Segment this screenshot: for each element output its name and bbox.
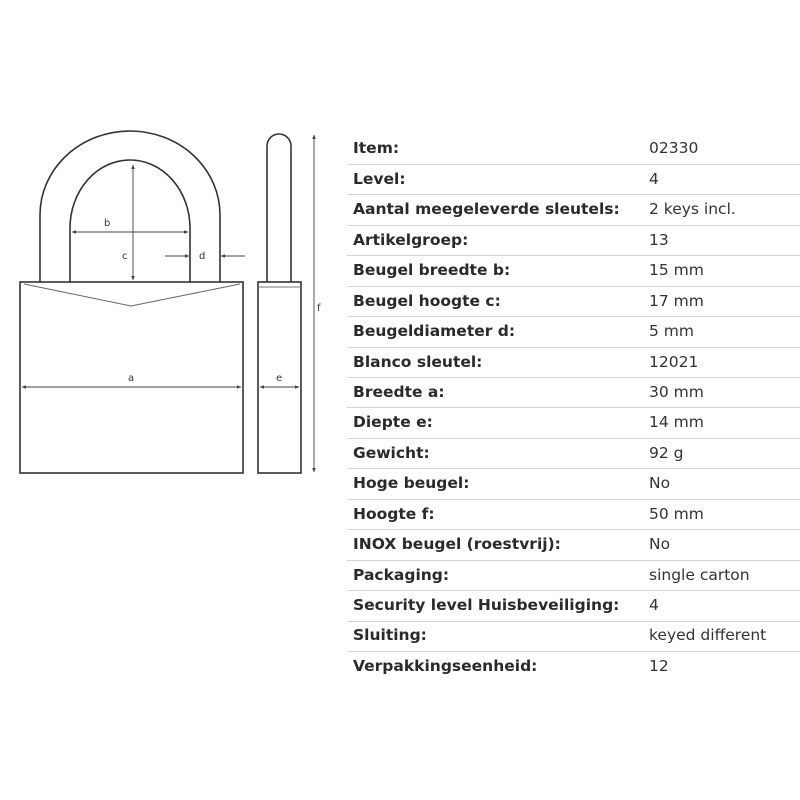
spec-row-shackle-diameter	[347, 317, 800, 347]
spec-value: single carton	[649, 565, 750, 584]
spec-value: 30 mm	[649, 382, 704, 401]
spec-label: Beugeldiameter d:	[353, 322, 516, 341]
spec-value: 92 g	[649, 443, 684, 462]
specifications-table	[347, 134, 800, 682]
spec-row-article-group	[347, 225, 800, 255]
spec-row-shackle-height	[347, 286, 800, 316]
dimension-label-a: a	[128, 373, 135, 384]
dimension-label-d: d	[199, 251, 206, 262]
dimension-label-b: b	[104, 218, 111, 229]
spec-label: Blanco sleutel:	[353, 352, 483, 371]
shackle-side-view	[267, 134, 291, 282]
spec-value: keyed different	[649, 626, 767, 645]
spec-value: 4	[649, 169, 659, 188]
spec-row-keys	[347, 195, 800, 225]
shackle-outline	[40, 131, 220, 282]
spec-row-height	[347, 499, 800, 529]
spec-label: Packaging:	[353, 565, 450, 584]
spec-label: Beugel hoogte c:	[353, 291, 501, 310]
spec-label: Sluiting:	[353, 626, 427, 645]
spec-row-high-shackle	[347, 469, 800, 499]
spec-label: Hoge beugel:	[353, 474, 470, 493]
spec-row-packaging	[347, 560, 800, 590]
spec-value: 13	[649, 230, 669, 249]
spec-label: Verpakkingseenheid:	[353, 657, 538, 676]
spec-value: 15 mm	[649, 261, 704, 280]
spec-row-packaging-unit	[347, 651, 800, 681]
spec-value: 2 keys incl.	[649, 200, 736, 219]
spec-label: Aantal meegeleverde sleutels:	[353, 200, 620, 219]
dimension-label-f: f	[317, 303, 321, 314]
spec-value: 4	[649, 596, 659, 615]
spec-row-shackle-width	[347, 256, 800, 286]
spec-label: Artikelgroep:	[353, 230, 469, 249]
spec-label: Gewicht:	[353, 443, 430, 462]
spec-value: No	[649, 535, 671, 554]
spec-label: Beugel breedte b:	[353, 261, 511, 280]
shackle-inner-outline	[70, 160, 190, 282]
spec-row-level	[347, 164, 800, 194]
spec-row-depth	[347, 408, 800, 438]
spec-row-weight	[347, 438, 800, 468]
spec-value: 02330	[649, 139, 699, 158]
spec-label: Breedte a:	[353, 382, 445, 401]
spec-label: Security level Huisbeveiliging:	[353, 596, 620, 615]
spec-value: 5 mm	[649, 322, 694, 341]
spec-value: 14 mm	[649, 413, 704, 432]
spec-label: INOX beugel (roestvrij):	[353, 535, 561, 554]
spec-value: 12	[649, 657, 669, 676]
spec-row-security-level	[347, 591, 800, 621]
dimension-label-c: c	[122, 251, 128, 262]
padlock-drawing	[0, 0, 340, 800]
spec-label: Item:	[353, 139, 400, 158]
spec-row-locking	[347, 621, 800, 651]
spec-value: No	[649, 474, 671, 493]
spec-label: Hoogte f:	[353, 504, 435, 523]
spec-value: 17 mm	[649, 291, 704, 310]
spec-value: 50 mm	[649, 504, 704, 523]
spec-label: Level:	[353, 169, 406, 188]
dimension-label-e: e	[276, 373, 283, 384]
spec-row-item	[347, 134, 800, 164]
spec-label: Diepte e:	[353, 413, 433, 432]
spec-value: 12021	[649, 352, 699, 371]
spec-row-blank-key	[347, 347, 800, 377]
spec-row-inox-shackle	[347, 530, 800, 560]
spec-row-width	[347, 378, 800, 408]
